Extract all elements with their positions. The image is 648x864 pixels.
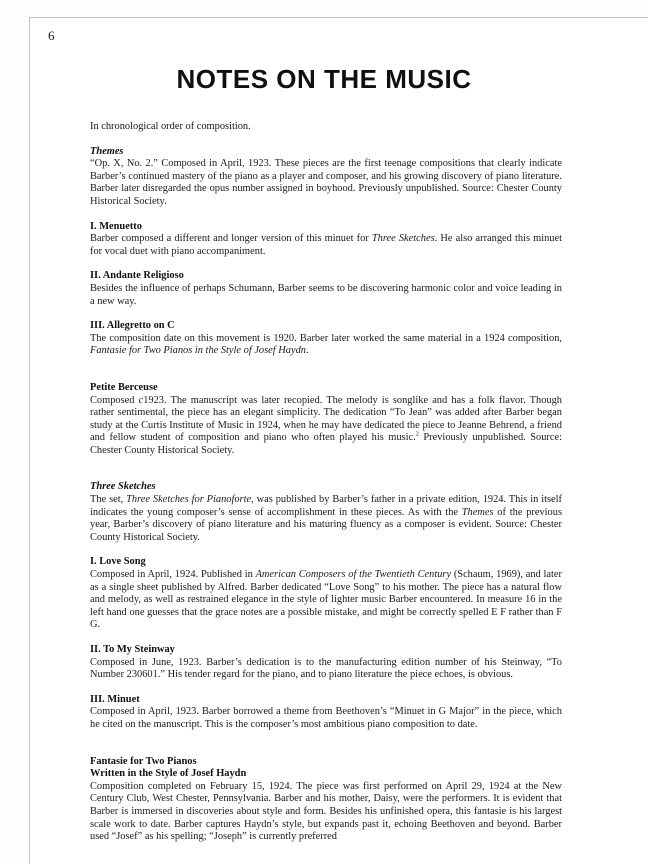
section-body: The set, Three Sketches for Pianoforte, was published by Barber’s father in a private edition, 1924. This in itself indicates the young composer’s sense of accomplishment in these pieces. As with the Themes of the previous year, Barber’s discovery of piano literature and his maturing fluency as a composer is evident. Source: Chester County Historical Society. bbox=[90, 494, 562, 543]
section-andante-religioso bbox=[90, 270, 562, 308]
section-three-sketches bbox=[90, 481, 562, 544]
section-petite-berceuse bbox=[90, 382, 562, 458]
section-body: Composed in April, 1923. Barber borrowed a theme from Beethoven’s “Minuet in G Major” in the piece, which he cited on the manuscript. This is the composer’s most ambitious piano composition to date. bbox=[90, 706, 562, 730]
intro-line: In chronological order of composition. bbox=[90, 121, 251, 132]
section-menuetto bbox=[90, 221, 562, 259]
section-body: The composition date on this movement is 1920. Barber later worked the same material in a 1924 composition, Fantasie for Two Pianos in the Style of Josef Haydn. bbox=[90, 332, 562, 357]
section-subheading: Written in the Style of Josef Haydn bbox=[90, 768, 247, 780]
section-body: Composed c1923. The manuscript was later recopied. The melody is songlike and has a folk flavor. Though rather sentimental, the piece has an elegant simplicity. The dedication “To Jean” was added after Barber began study at the Curtis Institute of Music in 1924, when he may have dedicated the piece to Jeanne Behrend, a friend and fellow student of composition and piano who often played his music.$^2$ Previously unpublished. Source: Chester County Historical Society. bbox=[90, 394, 562, 456]
section-body: Composed in June, 1923. Barber’s dedication is to the manufacturing edition number of his Steinway, “To Number 230601.” His tender regard for the piano, and to piano literature the piece echoes, is obvious. bbox=[90, 656, 562, 681]
section-heading: Three Sketches bbox=[90, 481, 156, 493]
section-body: “Op. X, No. 2.” Composed in April, 1923. These pieces are the first teenage compositions that clearly indicate Barber’s continued mastery of the piano as a player and composer, and his growing discovery of piano literature. Barber later disregarded the opus number assigned in boyhood. Previously unpublished. Source: Chester County Historical Society. bbox=[90, 158, 562, 207]
section-heading: III. Minuet bbox=[90, 693, 140, 705]
section-to-my-steinway bbox=[90, 644, 562, 682]
page-content bbox=[90, 121, 562, 844]
section-minuet bbox=[90, 694, 562, 732]
section-body: Besides the influence of perhaps Schumann, Barber seems to be discovering harmonic color and voice leading in a new way. bbox=[90, 282, 562, 307]
section-fantasie-for-two-pianos bbox=[90, 756, 562, 844]
section-heading: Themes bbox=[90, 145, 124, 157]
page-title: NOTES ON THE MUSIC bbox=[176, 64, 472, 94]
section-heading: I. Love Song bbox=[90, 556, 146, 568]
section-heading: Fantasie for Two Pianos bbox=[90, 755, 197, 767]
section-body: Composed in April, 1924. Published in American Composers of the Twentieth Century (Schaum, 1969), and later as a single sheet published by Alfred. Barber dedicated “Love Song” to his mother. The piece has a natural flow and melody, as well as restrained elegance in the style of lighter music Barber encountered. In measure 16 in the left hand one guesses that the grace notes are a possible mistake, and might be correctly spelled E F rather than F G. bbox=[90, 569, 562, 631]
section-body: Barber composed a different and longer version of this minuet for Three Sketches. He also arranged this minuet for vocal duet with piano accompaniment. bbox=[90, 233, 562, 257]
section-heading: Petite Berceuse bbox=[90, 381, 158, 393]
section-allegretto-on-c bbox=[90, 320, 562, 358]
page-number: 6 bbox=[48, 28, 55, 43]
sections-container bbox=[90, 146, 562, 844]
section-body: Composition completed on February 15, 1924. The piece was first performed on April 29, 1924 at the New Century Club, West Chester, Pennsylvania. Barber and his mother, Daisy, were the performers. It is evident that Barber is immersed in discoveries about style and form. Besides his unfinished opera, this fantasie is his largest scale work to date. Barber captures Haydn’s style, but expands past it, echoing Beethoven and beyond. Barber used “Josef” as his spelling; “Joseph” is currently preferred bbox=[90, 780, 562, 843]
section-themes bbox=[90, 146, 562, 209]
section-love-song bbox=[90, 556, 562, 632]
section-heading: III. Allegretto on C bbox=[90, 320, 175, 332]
section-heading: I. Menuetto bbox=[90, 220, 142, 232]
section-heading: II. To My Steinway bbox=[90, 644, 175, 655]
section-heading: II. Andante Religioso bbox=[90, 270, 184, 282]
